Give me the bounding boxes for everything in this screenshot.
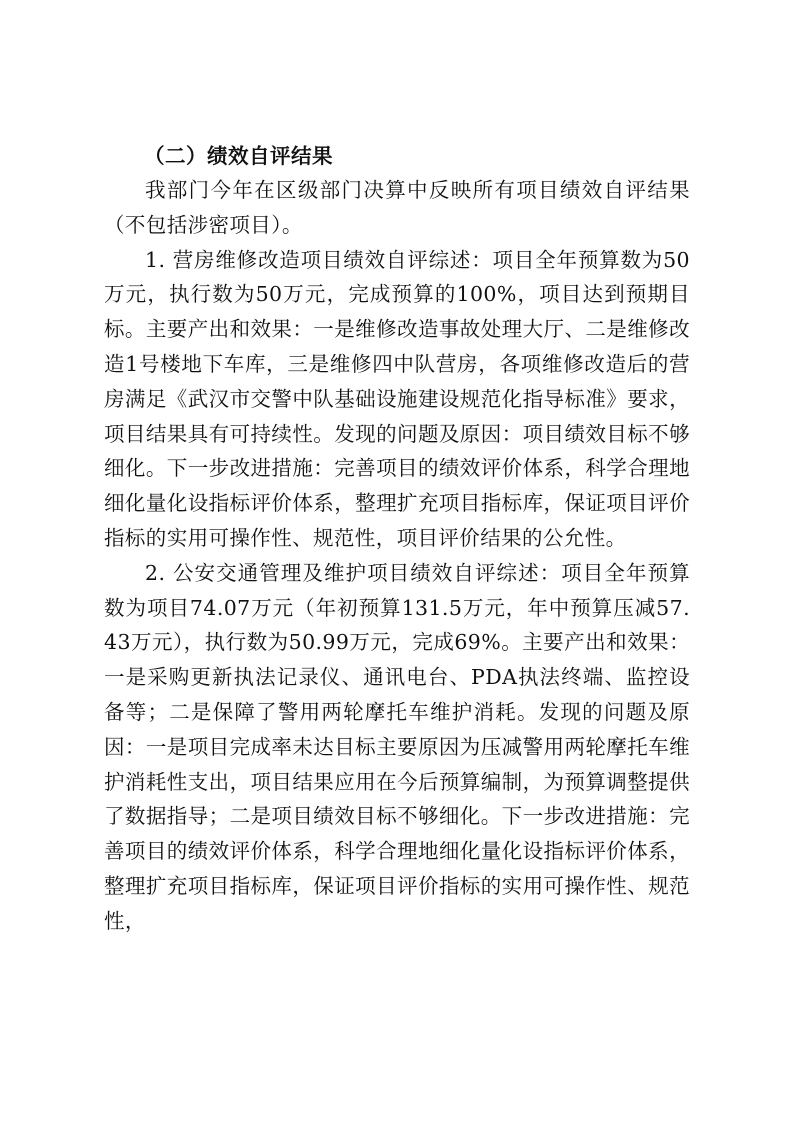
project-2-paragraph: 2. 公安交通管理及维护项目绩效自评综述：项目全年预算数为项目74.07万元（年初预算131.5万元，年中预算压减57.43万元），执行数为50.99万元，完成69%。主要产出和效果：一是采购更新执法记录仪、通讯电台、PDA执法终端、监控设备等；二是保障了警用两轮摩托车维护消耗。发现的问题及原因：一是项目完成率未达目标主要原因为压减警用两轮摩托车维护消耗性支出，项目结果应用在今后预算编制，为预算调整提供了数据指导；二是项目绩效目标不够细化。下一步改进措施：完善项目的绩效评价体系，科学合理地细化量化设指标评价体系，整理扩充项目指标库，保证项目评价指标的实用可操作性、规范性，	[104, 560, 690, 933]
project-1-paragraph: 1. 营房维修改造项目绩效自评综述：项目全年预算数为50万元，执行数为50万元，完成预算的100%，项目达到预期目标。主要产出和效果：一是维修改造事故处理大厅、二是维修改造1号楼地下车库，三是维修四中队营房，各项维修改造后的营房满足《武汉市交警中队基础设施建设规范化指导标准》要求，项目结果具有可持续性。发现的问题及原因：项目绩效目标不够细化。下一步改进措施：完善项目的绩效评价体系，科学合理地细化量化设指标评价体系，整理扩充项目指标库，保证项目评价指标的实用可操作性、规范性，项目评价结果的公允性。	[104, 247, 690, 550]
intro-paragraph: 我部门今年在区级部门决算中反映所有项目绩效自评结果（不包括涉密项目）。	[104, 178, 690, 237]
section-heading: （二）绩效自评结果	[144, 144, 333, 168]
document-body	[104, 140, 690, 939]
